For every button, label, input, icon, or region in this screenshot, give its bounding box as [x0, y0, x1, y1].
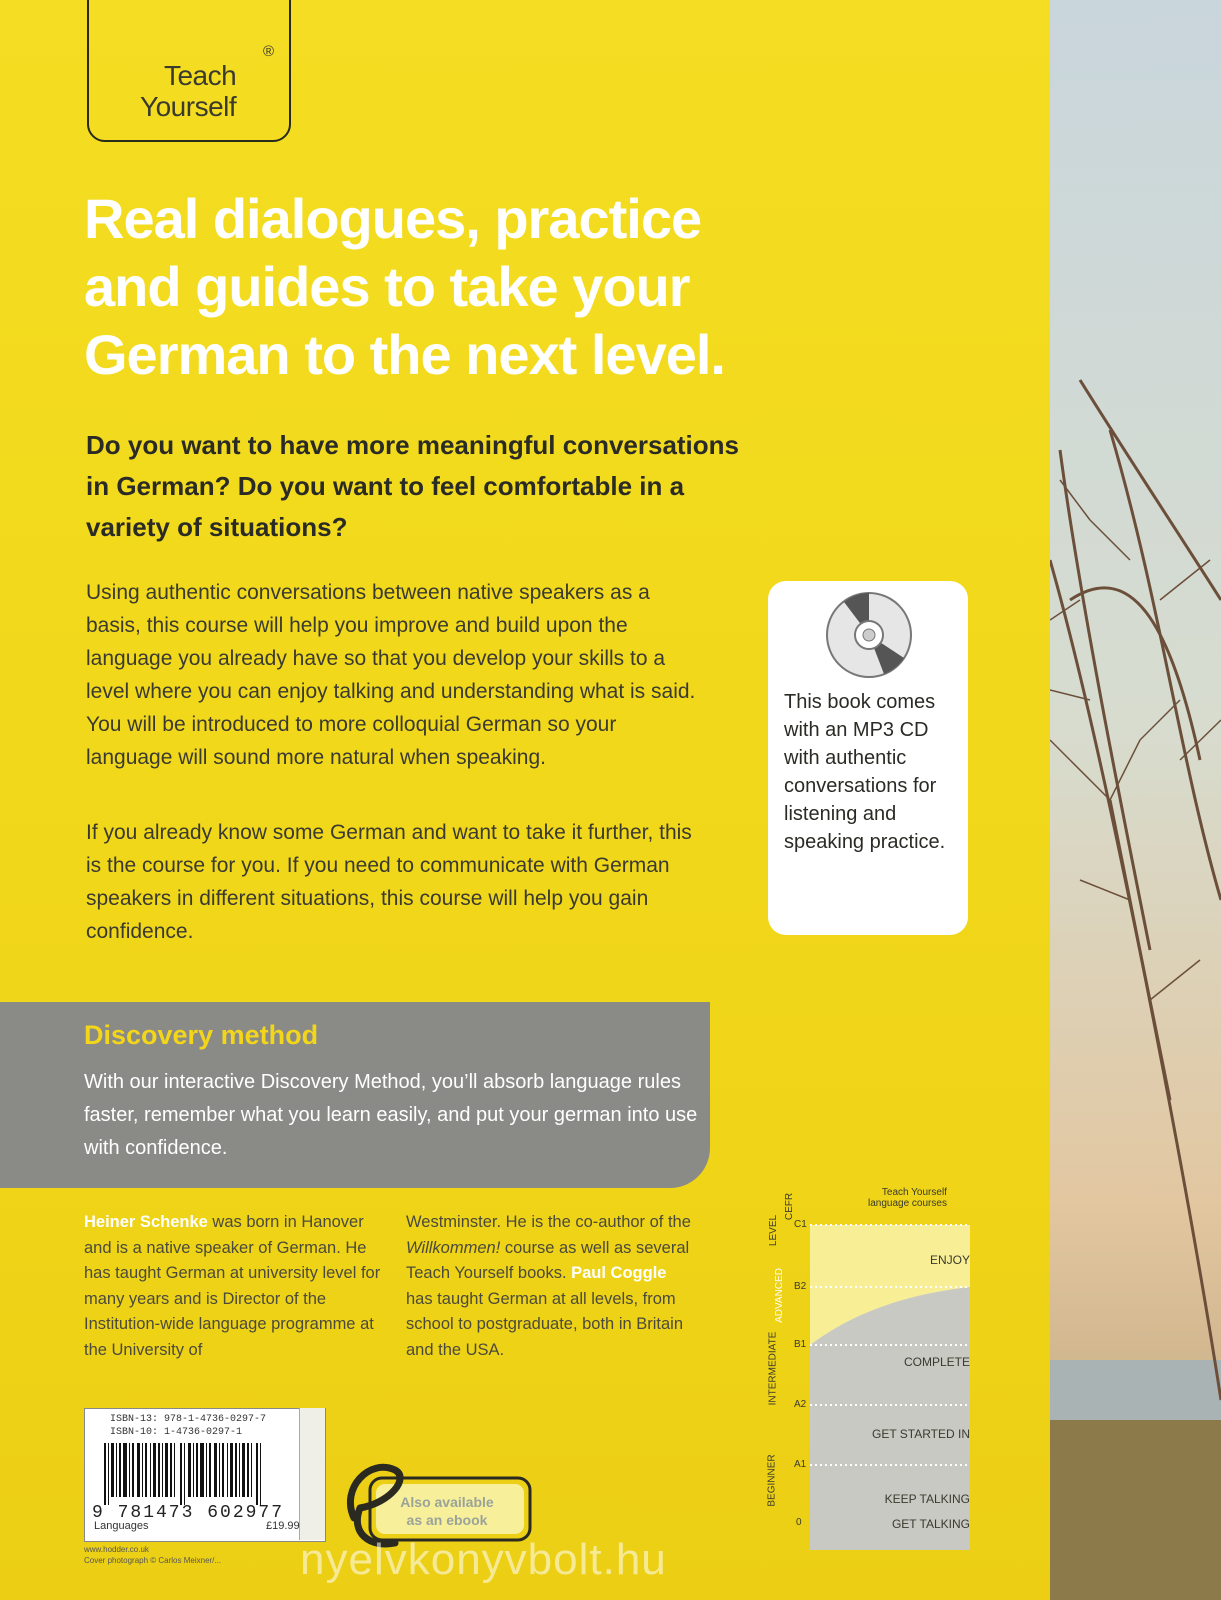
cd-icon — [824, 590, 914, 680]
barcode-number: 9 781473 602977 — [92, 1503, 285, 1523]
cefr-header: CEFR — [784, 1192, 796, 1221]
ebook-line-2: as an ebook — [406, 1512, 488, 1528]
band-beginner: BEGINNER — [766, 1454, 778, 1507]
course-complete: COMPLETE — [903, 1355, 970, 1369]
cover-photo — [1050, 0, 1221, 1600]
ebook-line-1: Also available — [400, 1494, 494, 1510]
author-bio-column-2 — [406, 1210, 696, 1364]
author-bio-text-2b: course as well as several Teach Yourself books. — [406, 1238, 690, 1283]
band-advanced: ADVANCED — [773, 1268, 785, 1323]
isbn-13: ISBN-13: 978-1-4736-0297-7 — [110, 1414, 267, 1425]
course-get-talking: GET TALKING — [891, 1517, 970, 1531]
isbn-10: ISBN-10: 1-4736-0297-1 — [110, 1427, 243, 1438]
headline: Real dialogues, practice and guides to take your German to the next level. — [84, 187, 725, 386]
tick-a2: A2 — [794, 1399, 807, 1410]
author-bio-text-2a: Westminster. He is the co-author of the — [406, 1213, 691, 1231]
discovery-title: Discovery method — [84, 1020, 319, 1050]
tick-c1: C1 — [794, 1219, 807, 1230]
band-intermediate: INTERMEDIATE — [767, 1331, 779, 1406]
tick-a1: A1 — [794, 1459, 807, 1470]
subheading: Do you want to have more meaningful conversations in German? Do you want to feel comfortable in a variety of situations? — [86, 430, 740, 542]
chart-title — [868, 1187, 947, 1209]
author-name-2: Paul Coggle — [571, 1264, 667, 1283]
course-enjoy: ENJOY — [929, 1253, 970, 1267]
tick-zero: 0 — [796, 1517, 802, 1528]
body-paragraph-2: If you already know some German and want to take it further, this is the course for you. If you need to communicate with German speakers in different situations, this course will help you gain confidence. — [86, 821, 692, 943]
logo-line-2: Yourself — [140, 91, 237, 122]
author-bio-text-2c: has taught German at all levels, from school to postgraduate, both in Britain and the USA. — [406, 1289, 684, 1359]
course-keep-talking: KEEP TALKING — [884, 1492, 970, 1506]
course-get-started: GET STARTED IN — [871, 1427, 970, 1441]
photo-credit: Cover photograph © Carlos Meixner/... — [84, 1556, 222, 1565]
author-bio-column-1 — [84, 1210, 384, 1364]
body-paragraph-1: Using authentic conversations between native speakers as a basis, this course will help you improve and build upon the language you already have so that you develop your skills to a level where you can enjoy talking and understanding what is said. You will be introduced to more colloquial German so your language will sound more natural when speaking. — [86, 581, 696, 769]
watermark: nyelvkonyvbolt.hu — [300, 1535, 667, 1584]
price-label: £19.99 — [266, 1520, 300, 1532]
tick-b2: B2 — [794, 1281, 807, 1292]
author-name-1: Heiner Schenke — [84, 1213, 208, 1231]
category-label: Languages — [94, 1520, 149, 1532]
level-header: LEVEL — [768, 1214, 780, 1247]
publisher-mark — [299, 1408, 325, 1540]
logo-text — [140, 60, 236, 122]
course-title: Willkommen! — [406, 1238, 501, 1257]
chart-title-line-2: language courses — [868, 1198, 947, 1209]
publisher-url: www.hodder.co.uk — [84, 1545, 149, 1554]
chart-title-line-1: Teach Yourself — [881, 1187, 947, 1198]
author-bio-text-1: was born in Hanover and is a native speaker of German. He has taught German at university level for many years and is Director of the Institution-wide language programme at the University of — [84, 1213, 381, 1359]
barcode-icon — [104, 1443, 264, 1505]
tick-b1: B1 — [794, 1339, 807, 1350]
cd-callout-text: This book comes with an MP3 CD with authentic conversations for listening and speaking practice. — [784, 691, 946, 853]
level-chart — [766, 1187, 970, 1550]
registered-mark: ® — [263, 43, 275, 60]
ebook-text — [382, 1493, 512, 1529]
discovery-text: With our interactive Discovery Method, you’ll absorb language rules faster, remember what you learn easily, and put your german into use with confidence. — [84, 1071, 698, 1159]
logo-line-1: Teach — [163, 60, 237, 91]
